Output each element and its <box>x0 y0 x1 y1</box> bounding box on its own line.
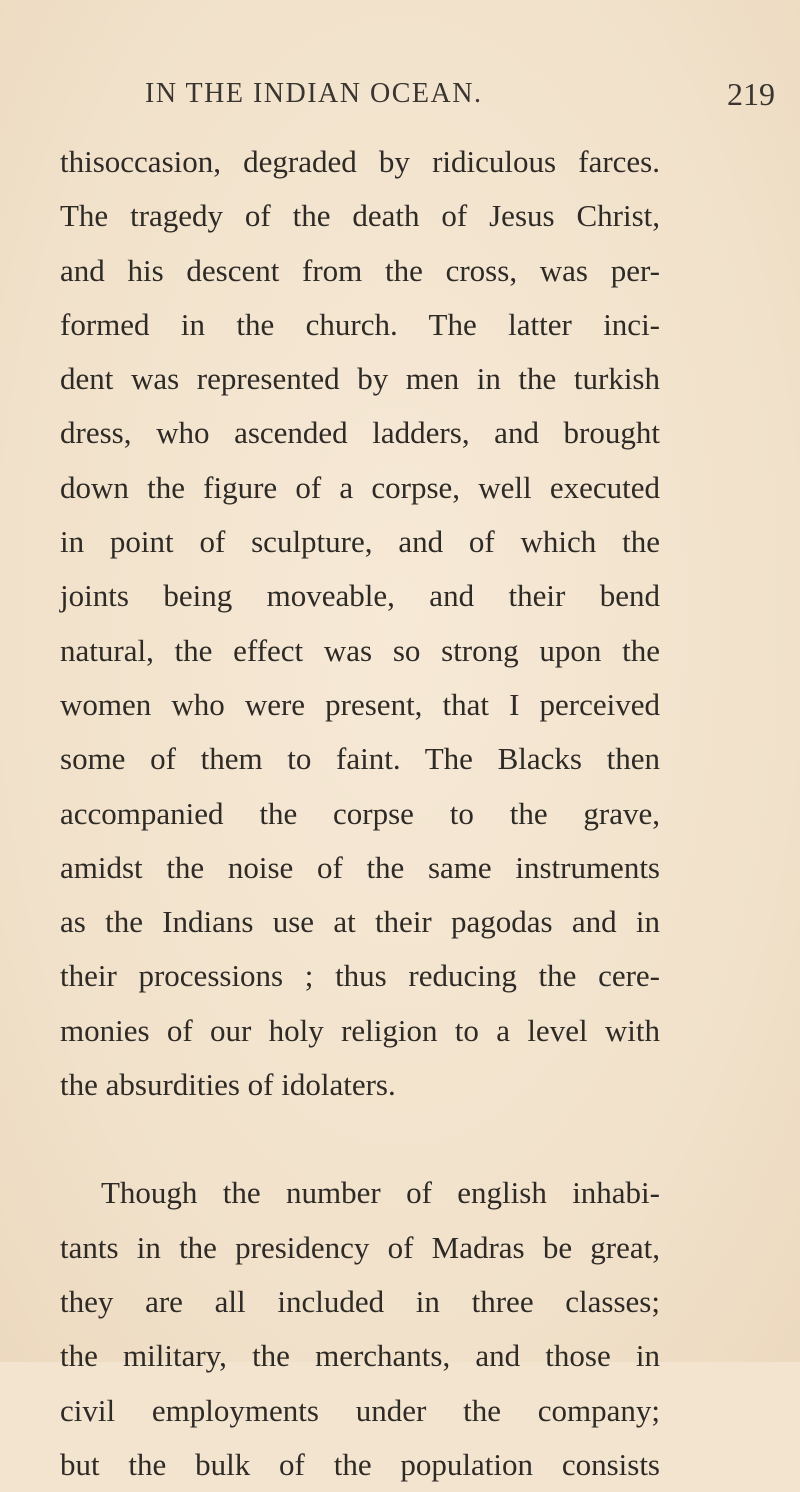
text-line: dress, who ascended ladders, and brought <box>60 415 660 451</box>
text-line: natural, the effect was so strong upon the <box>60 632 660 668</box>
text-line: the absurdities of idolaters. <box>60 1067 396 1103</box>
text-line: Though the number of english inhabi- <box>101 1175 660 1211</box>
text-line: their processions ; thus reducing the cere- <box>60 958 660 994</box>
text-line: accompanied the corpse to the grave, <box>60 795 660 831</box>
body-text <box>60 135 660 1492</box>
text-line: amidst the noise of the same instruments <box>60 849 660 885</box>
text-line: they are all included in three classes; <box>60 1283 660 1319</box>
text-line: dent was represented by men in the turkish <box>60 361 660 397</box>
text-line: thisoccasion, degraded by ridiculous farces. <box>60 144 660 179</box>
text-line: tants in the presidency of Madras be great, <box>60 1229 660 1265</box>
text-line: in point of sculpture, and of which the <box>60 524 660 560</box>
text-line: down the figure of a corpse, well executed <box>60 469 660 505</box>
page-header <box>145 78 775 118</box>
text-line: as the Indians use at their pagodas and in <box>60 904 660 940</box>
running-head: IN THE INDIAN OCEAN. <box>145 78 483 109</box>
text-line: some of them to faint. The Blacks then <box>60 741 660 777</box>
text-line: but the bulk of the population consists <box>60 1446 660 1482</box>
text-line: monies of our holy religion to a level with <box>60 1012 660 1048</box>
text-line: and his descent from the cross, was per- <box>60 252 660 288</box>
text-line: formed in the church. The latter inci- <box>60 306 660 342</box>
paragraph-1 <box>60 135 660 1112</box>
paragraph-spacer <box>60 1112 660 1166</box>
text-line: joints being moveable, and their bend <box>60 578 660 614</box>
text-line: civil employments under the company; <box>60 1392 660 1428</box>
text-line: women who were present, that I perceived <box>60 686 660 722</box>
paragraph-2 <box>60 1166 660 1492</box>
text-line: the military, the merchants, and those in <box>60 1338 660 1374</box>
page-number: 219 <box>727 76 775 112</box>
text-line: The tragedy of the death of Jesus Christ, <box>60 198 660 234</box>
